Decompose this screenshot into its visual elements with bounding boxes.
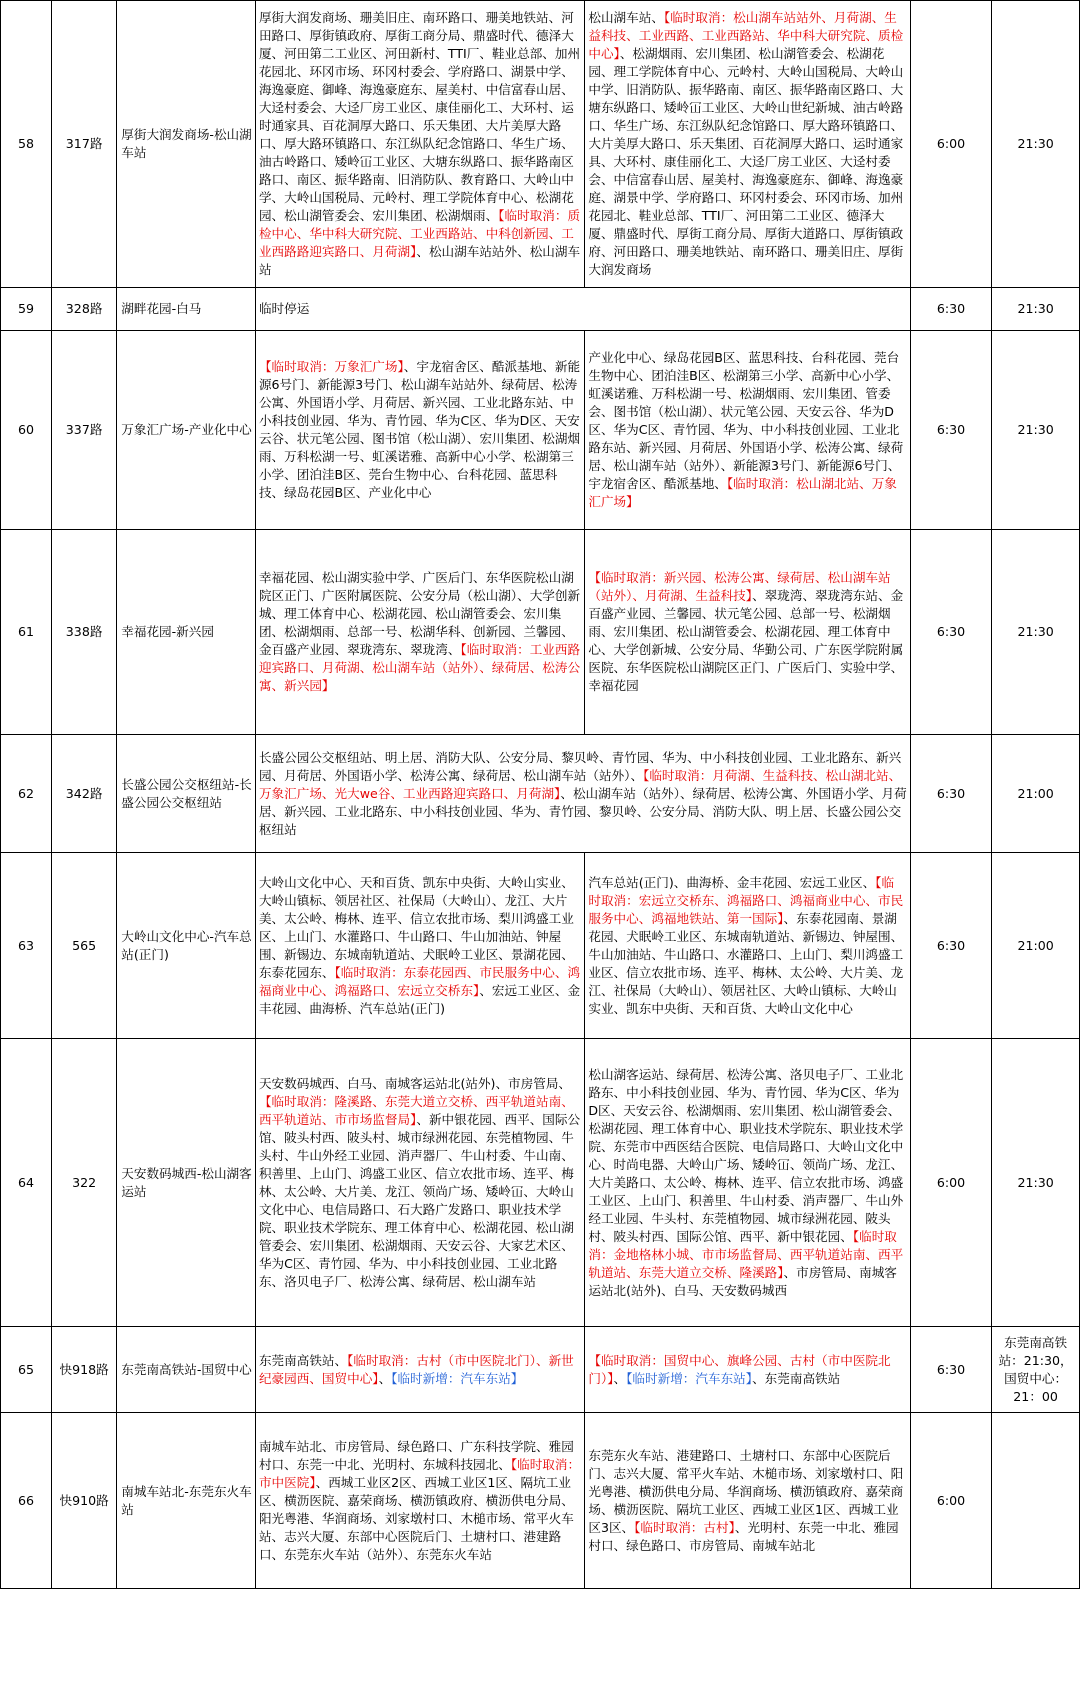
cancelled-stops: 【临时取消：东泰花园西、市民服务中心、鸿福商业中心、鸿福路口、宏远立交桥东】	[258, 964, 581, 998]
route-number: 快910路	[51, 1413, 116, 1589]
downbound-stops	[585, 1327, 910, 1413]
route-number: 337路	[51, 331, 116, 530]
route-name: 厚街大润发商场-松山湖车站	[117, 1, 256, 288]
cancelled-stops: 【临时取消：新兴园、松涛公寓、绿荷居、松山湖车站（站外）、月荷湖、生益科技】	[588, 570, 891, 603]
first-bus-time: 6:30	[910, 1327, 992, 1413]
table-row	[1, 1327, 1080, 1413]
last-bus-time: 21:00	[992, 735, 1080, 853]
upbound-stops	[255, 331, 584, 530]
cancelled-stops: 【临时取消：松山湖车站站外、月荷湖、生益科技、工业西路、工业西路站、华中科大研究院、质检中心】	[588, 10, 904, 61]
row-number: 64	[1, 1039, 52, 1327]
route-number: 342路	[51, 735, 116, 853]
route-stops	[255, 288, 910, 331]
table-row	[1, 853, 1080, 1039]
stops-text: 、松山湖车站站外、松山湖车站	[258, 244, 581, 277]
stops-text: 临时停运	[258, 301, 310, 316]
first-bus-time: 6:30	[910, 530, 992, 735]
table-row	[1, 331, 1080, 530]
last-bus-time: 21:30	[992, 288, 1080, 331]
first-bus-time: 6:00	[910, 1039, 992, 1327]
stops-text: 、市房管局、南城客运站北(站外)、白马、天安数码城西	[588, 1264, 897, 1298]
route-number: 328路	[51, 288, 116, 331]
route-stops	[255, 735, 910, 853]
last-bus-time: 21:00	[992, 853, 1080, 1039]
stops-text: 南城车站北、市房管局、绿色路口、广东科技学院、雅园村口、东莞一中北、光明村、东城科技园北、	[258, 1438, 574, 1472]
stops-text: 松山湖车站、	[588, 10, 664, 25]
route-number: 317路	[51, 1, 116, 288]
row-number: 62	[1, 735, 52, 853]
table-row	[1, 530, 1080, 735]
first-bus-time: 6:30	[910, 288, 992, 331]
stops-text: 、宏远工业区、金丰花园、曲海桥、汽车总站(正门)	[258, 982, 581, 1016]
stops-text: 、翠珑湾、翠珑湾东站、金百盛产业园、兰馨园、状元笔公园、总部一号、松湖烟雨、宏川集团、松山湖管委会、松湖花园、理工体育中心、大学创新城、公安分局、华勤公司、广东医学院附属医院、东华医院松山湖院区正门、广医后门、实验中学、幸福花园	[588, 588, 904, 693]
stops-text: 、	[378, 1370, 392, 1386]
table-row	[1, 1039, 1080, 1327]
cancelled-stops: 【临时取消：松山湖北站、万象汇广场】	[588, 476, 897, 509]
downbound-stops	[585, 1413, 910, 1589]
downbound-stops	[585, 853, 910, 1039]
first-bus-time: 6:00	[910, 1, 992, 288]
stops-text: 松山湖客运站、绿荷居、松涛公寓、洛贝电子厂、工业北路东、中小科技创业园、华为、青竹园、华为C区、华为D区、天安云谷、松湖烟雨、宏川集团、松山湖管委会、松湖花园、理工体育中心、职业技术学院东、职业技术学院、东莞市中西医结合医院、电信局路口、大岭山文化中心、时尚电器、大岭山广场、矮岭冚、领尚广场、龙江、大片美路口、太公岭、梅林、连平、信立农批市场、鸿盛工业区、上山门、积善里、牛山村委、消声器厂、牛山外经工业园、牛头村、东莞植物园、城市绿洲花园、陂头村、陂头村西、国际公馆、西平、新中银花园、	[588, 1066, 904, 1244]
route-name: 天安数码城西-松山湖客运站	[117, 1039, 256, 1327]
stops-text: 、西城工业区2区、西城工业区1区、隔坑工业区、横沥医院、嘉荣商场、横沥镇政府、横沥供电分局、阳光粤港、华润商场、刘家墩村口、木槌市场、常平火车站、志兴大厦、东部中心医院后门、土塘村口、港建路口、东莞东火车站（站外）、东莞东火车站	[258, 1474, 574, 1562]
stops-text: 汽车总站(正门)、曲海桥、金丰花园、宏远工业区、	[588, 874, 876, 890]
row-number: 59	[1, 288, 52, 331]
stops-text: 长盛公园公交枢纽站、明上居、消防大队、公安分局、黎贝岭、青竹园、华为、中小科技创业园、工业北路东、新兴园、月荷居、外国语小学、松涛公寓、绿荷居、松山湖车站（站外）、	[258, 749, 902, 783]
stops-text: 东莞南高铁站、	[258, 1352, 348, 1368]
stops-text: 产业化中心、绿岛花园B区、蓝思科技、台科花园、莞台生物中心、团泊洼B区、松湖第三小学、高新中心小学、虹溪诺雅、万科松湖一号、松湖烟雨、宏川集团、管委会、图书馆（松山湖）、状元笔公园、天安云谷、华为D区、华为C区、青竹园、华为、中小科技创业园、工业北路东站、新兴园、月荷居、外国语小学、松涛公寓、绿荷居、松山湖车站（站外）、新能源3号门、新能源6号门、宇龙宿舍区、酷派基地、	[588, 350, 904, 491]
upbound-stops	[255, 530, 584, 735]
row-number: 65	[1, 1327, 52, 1413]
table-row	[1, 1413, 1080, 1589]
stops-text: 东莞东火车站、港建路口、土塘村口、东部中心医院后门、志兴大厦、常平火车站、木槌市场、刘家墩村口、阳光粤港、横沥供电分局、华润商场、横沥镇政府、嘉荣商场、横沥医院、隔坑工业区、西城工业区1区、西城工业区3区、	[588, 1447, 904, 1535]
stops-text: 、东莞南高铁站	[752, 1370, 841, 1386]
cancelled-stops: 【临时取消：古村】	[634, 1519, 735, 1535]
row-number: 63	[1, 853, 52, 1039]
stops-text: 厚街大润发商场、珊美旧庄、南环路口、珊美地铁站、河田路口、厚街镇政府、厚街工商分局、鼎盛时代、德泽大厦、河田第二工业区、河田新村、TTI厂、鞋业总部、加州花园北、环冈市场、环冈村委会、学府路口、湖景中学、海逸豪庭、御峰、海逸豪庭东、屋美村、中信富春山居、大迳村委会、大迳厂房工业区、康佳丽化工、大环村、运时通家具、百花洞厚大路口、乐天集团、大片美厚大路口、厚大路环镇路口、东江纵队纪念馆路口、华生广场、油古岭路口、矮岭冚工业区、大塘东纵路口、振华路南区路口、南区、振华路南、旧消防队、教育路口、大岭山中学、大岭山国税局、元岭村、理工学院体育中心、松湖花园、松山湖管委会、宏川集团、松湖烟雨、	[258, 10, 581, 223]
stops-text: 幸福花园、松山湖实验中学、广医后门、东华医院松山湖院区正门、广医附属医院、公安分局（松山湖）、大学创新城、理工体育中心、松湖花园、松山湖管委会、宏川集团、松湖烟雨、总部一号、松湖华科、创新园、兰馨园、金百盛产业园、翠珑湾东、翠珑湾、	[258, 570, 581, 657]
route-number: 565	[51, 853, 116, 1039]
row-number: 66	[1, 1413, 52, 1589]
cancelled-stops: 【临时取消：市中医院】	[258, 1456, 581, 1490]
stops-text: 大岭山文化中心、天和百货、凯东中央街、大岭山实业、大岭山镇标、领居社区、社保局（大岭山）、龙江、大片美、太公岭、梅林、连平、信立农批市场、梨川鸿盛工业区、上山门、水灌路口、牛山路口、牛山加油站、钟屋围、新锡边、东城南轨道站、犬眠岭工业区、景湖花园、东泰花园东、	[258, 874, 574, 980]
table-row	[1, 735, 1080, 853]
cancelled-stops: 【临时取消：月荷湖、生益科技、松山湖北站、万象汇广场、光大we谷、工业西路迎宾路口、月荷湖】	[258, 767, 902, 801]
stops-text: 、光明村、东莞一中北、雅园村口、绿色路口、市房管局、南城车站北	[588, 1519, 899, 1553]
stops-text: 天安数码城西、白马、南城客运站北(站外)、市房管局、	[258, 1075, 572, 1091]
route-name: 湖畔花园-白马	[117, 288, 256, 331]
route-name: 幸福花园-新兴园	[117, 530, 256, 735]
downbound-stops	[585, 1, 910, 288]
route-name: 南城车站北-东莞东火车站	[117, 1413, 256, 1589]
route-number: 322	[51, 1039, 116, 1327]
last-bus-time: 21:30	[992, 1039, 1080, 1327]
first-bus-time: 6:30	[910, 735, 992, 853]
upbound-stops	[255, 1, 584, 288]
last-bus-time: 21:30	[992, 331, 1080, 530]
last-bus-time: 21:30	[992, 530, 1080, 735]
row-number: 61	[1, 530, 52, 735]
added-stops: 【临时新增：汽车东站】	[391, 1370, 524, 1386]
first-bus-time: 6:30	[910, 331, 992, 530]
upbound-stops	[255, 1039, 584, 1327]
table-row	[1, 1, 1080, 288]
first-bus-time: 6:30	[910, 853, 992, 1039]
upbound-stops	[255, 853, 584, 1039]
row-number: 60	[1, 331, 52, 530]
upbound-stops	[255, 1327, 584, 1413]
cancelled-stops: 【临时取消：质检中心、华中科大研究院、工业西路站、中科创新园、工业西路路迎宾路口、月荷湖】	[258, 208, 581, 259]
downbound-stops	[585, 331, 910, 530]
stops-text: 、松湖烟雨、宏川集团、松山湖管委会、松湖花园、理工学院体育中心、元岭村、大岭山国税局、大岭山中学、旧消防队、振华路南、南区、振华路南区路口、大塘东纵路口、矮岭冚工业区、大岭山世纪新城、油古岭路口、华生广场、东江纵队纪念馆路口、厚大路环镇路口、大片美厚大路口、乐天集团、百花洞厚大路口、运时通家具、大环村、康佳丽化工、大迳厂房工业区、大迳村委会、中信富春山居、屋美村、海逸豪庭东、御峰、海逸豪庭、湖景中学、学府路口、环冈村委会、环冈市场、加州花园北、鞋业总部、TTI厂、河田第二工业区、德泽大厦、鼎盛时代、厚街工商分局、厚街大道路口、厚街镇政府、河田路口、珊美地铁站、南环路口、珊美旧庄、厚街大润发商场	[588, 46, 904, 277]
cancelled-stops: 【临时取消：工业西路迎宾路口、月荷湖、松山湖车站（站外）、绿荷居、松涛公寓、新兴园】	[258, 642, 581, 693]
downbound-stops	[585, 1039, 910, 1327]
route-name: 大岭山文化中心-汽车总站(正门)	[117, 853, 256, 1039]
stops-text: 、	[613, 1370, 627, 1386]
cancelled-stops: 【临时取消：宏远立交桥东、鸿福路口、鸿福商业中心、市民服务中心、鸿福地铁站、第一国际】	[588, 874, 904, 926]
cancelled-stops: 【临时取消：金地格林小城、市市场监督局、西平轨道站南、西平轨道站、东莞大道立交桥、隆溪路】	[588, 1228, 904, 1280]
first-bus-time: 6:00	[910, 1413, 992, 1589]
route-name: 万象汇广场-产业化中心	[117, 331, 256, 530]
last-bus-time	[992, 1413, 1080, 1589]
cancelled-stops: 【临时取消：国贸中心、旗峰公园、古村（市中医院北门）】	[588, 1352, 891, 1386]
stops-text: 、东泰花园南、景湖花园、犬眠岭工业区、东城南轨道站、新锡边、钟屋围、牛山加油站、牛山路口、水灌路口、上山门、梨川鸿盛工业区、信立农批市场、连平、梅林、太公岭、大片美、龙江、社保局（大岭山）、领居社区、大岭山镇标、大岭山实业、凯东中央街、天和百货、大岭山文化中心	[588, 910, 904, 1016]
stops-text: 、新中银花园、西平、国际公馆、陂头村西、陂头村、城市绿洲花园、东莞植物园、牛头村、牛山外经工业园、消声器厂、牛山村委、牛山南、积善里、上山门、鸿盛工业区、信立农批市场、连平、梅林、太公岭、大片美、龙江、领尚广场、矮岭冚、大岭山文化中心、电信局路口、石大路广发路口、职业技术学院、职业技术学院东、理工体育中心、松湖花园、松山湖管委会、宏川集团、松湖烟雨、天安云谷、大家艺术区、华为C区、青竹园、华为、中小科技创业园、工业北路东、洛贝电子厂、松涛公寓、绿荷居、松山湖车站	[258, 1111, 581, 1289]
table-row	[1, 288, 1080, 331]
route-name: 长盛公园公交枢纽站-长盛公园公交枢纽站	[117, 735, 256, 853]
last-bus-time: 东莞南高铁站：21:30，国贸中心：21：00	[992, 1327, 1080, 1413]
route-number: 338路	[51, 530, 116, 735]
added-stops: 【临时新增：汽车东站】	[626, 1370, 753, 1386]
cancelled-stops: 【临时取消：万象汇广场】	[258, 359, 404, 374]
route-name: 东莞南高铁站-国贸中心	[117, 1327, 256, 1413]
stops-text: 、松山湖车站（站外）、绿荷居、松涛公寓、外国语小学、月荷居、新兴园、工业北路东、中小科技创业园、华为、青竹园、黎贝岭、公安分局、消防大队、明上居、长盛公园公交枢纽站	[258, 785, 907, 837]
row-number: 58	[1, 1, 52, 288]
cancelled-stops: 【临时取消：隆溪路、东莞大道立交桥、西平轨道站南、西平轨道站、市市场监督局】	[258, 1093, 574, 1127]
stops-text: 、宇龙宿舍区、酷派基地、新能源6号门、新能源3号门、松山湖车站站外、绿荷居、松涛公寓、外国语小学、月荷居、新兴园、工业北路东站、中小科技创业园、华为、青竹园、华为C区、华为D区、天安云谷、状元笔公园、图书馆（松山湖）、宏川集团、松湖烟雨、万科松湖一号、虹溪诺雅、高新中心小学、松湖第三小学、团泊洼B区、莞台生物中心、台科花园、蓝思科技、绿岛花园B区、产业化中心	[258, 359, 581, 500]
route-number: 快918路	[51, 1327, 116, 1413]
last-bus-time: 21:30	[992, 1, 1080, 288]
upbound-stops	[255, 1413, 584, 1589]
cancelled-stops: 【临时取消：古村（市中医院北门）、新世纪豪园西、国贸中心】	[258, 1352, 574, 1386]
downbound-stops	[585, 530, 910, 735]
